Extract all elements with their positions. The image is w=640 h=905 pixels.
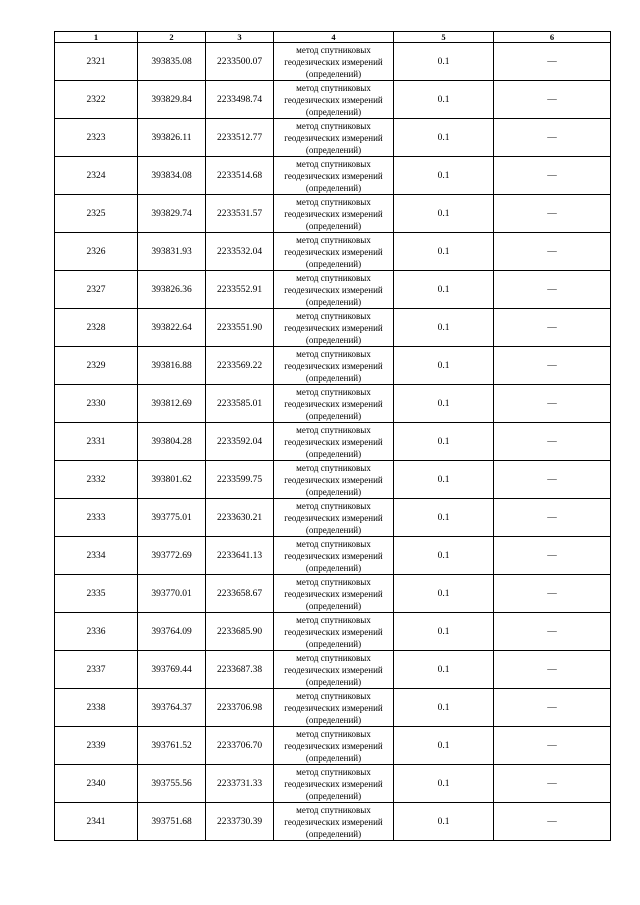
header-col-1: 1: [55, 32, 138, 43]
y-coordinate-cell: 2233687.38: [206, 651, 274, 689]
table-row: [55, 385, 611, 423]
point-number-cell: 2340: [55, 765, 138, 803]
description-cell: —: [494, 347, 611, 385]
method-cell: метод спутниковых геодезических измерений (определений): [274, 499, 394, 537]
x-coordinate-cell: 393751.68: [138, 803, 206, 841]
method-cell: метод спутниковых геодезических измерений (определений): [274, 81, 394, 119]
method-cell: метод спутниковых геодезических измерений (определений): [274, 803, 394, 841]
description-cell: —: [494, 803, 611, 841]
point-number-cell: 2326: [55, 233, 138, 271]
x-coordinate-cell: 393822.64: [138, 309, 206, 347]
method-cell: метод спутниковых геодезических измерений (определений): [274, 157, 394, 195]
x-coordinate-cell: 393764.37: [138, 689, 206, 727]
accuracy-cell: 0.1: [394, 309, 494, 347]
accuracy-cell: 0.1: [394, 499, 494, 537]
y-coordinate-cell: 2233531.57: [206, 195, 274, 233]
method-cell: метод спутниковых геодезических измерений (определений): [274, 43, 394, 81]
header-col-6: 6: [494, 32, 611, 43]
table-row: [55, 309, 611, 347]
y-coordinate-cell: 2233685.90: [206, 613, 274, 651]
accuracy-cell: 0.1: [394, 613, 494, 651]
x-coordinate-cell: 393764.09: [138, 613, 206, 651]
x-coordinate-cell: 393775.01: [138, 499, 206, 537]
accuracy-cell: 0.1: [394, 43, 494, 81]
description-cell: —: [494, 385, 611, 423]
x-coordinate-cell: 393770.01: [138, 575, 206, 613]
y-coordinate-cell: 2233498.74: [206, 81, 274, 119]
header-col-4: 4: [274, 32, 394, 43]
method-cell: метод спутниковых геодезических измерений (определений): [274, 347, 394, 385]
description-cell: —: [494, 271, 611, 309]
y-coordinate-cell: 2233532.04: [206, 233, 274, 271]
x-coordinate-cell: 393826.11: [138, 119, 206, 157]
table-row: [55, 233, 611, 271]
method-cell: метод спутниковых геодезических измерений (определений): [274, 309, 394, 347]
y-coordinate-cell: 2233630.21: [206, 499, 274, 537]
point-number-cell: 2330: [55, 385, 138, 423]
accuracy-cell: 0.1: [394, 651, 494, 689]
method-cell: метод спутниковых геодезических измерений (определений): [274, 765, 394, 803]
point-number-cell: 2333: [55, 499, 138, 537]
point-number-cell: 2337: [55, 651, 138, 689]
point-number-cell: 2335: [55, 575, 138, 613]
description-cell: —: [494, 537, 611, 575]
point-number-cell: 2321: [55, 43, 138, 81]
accuracy-cell: 0.1: [394, 271, 494, 309]
y-coordinate-cell: 2233552.91: [206, 271, 274, 309]
y-coordinate-cell: 2233592.04: [206, 423, 274, 461]
method-cell: метод спутниковых геодезических измерений (определений): [274, 651, 394, 689]
x-coordinate-cell: 393761.52: [138, 727, 206, 765]
point-number-cell: 2336: [55, 613, 138, 651]
x-coordinate-cell: 393755.56: [138, 765, 206, 803]
y-coordinate-cell: 2233512.77: [206, 119, 274, 157]
method-cell: метод спутниковых геодезических измерений (определений): [274, 385, 394, 423]
y-coordinate-cell: 2233599.75: [206, 461, 274, 499]
y-coordinate-cell: 2233658.67: [206, 575, 274, 613]
table-row: [55, 157, 611, 195]
accuracy-cell: 0.1: [394, 423, 494, 461]
method-cell: метод спутниковых геодезических измерений (определений): [274, 119, 394, 157]
y-coordinate-cell: 2233569.22: [206, 347, 274, 385]
description-cell: —: [494, 651, 611, 689]
table-row: [55, 461, 611, 499]
description-cell: —: [494, 233, 611, 271]
table-row: [55, 765, 611, 803]
y-coordinate-cell: 2233585.01: [206, 385, 274, 423]
description-cell: —: [494, 575, 611, 613]
accuracy-cell: 0.1: [394, 461, 494, 499]
description-cell: —: [494, 613, 611, 651]
x-coordinate-cell: 393829.84: [138, 81, 206, 119]
method-cell: метод спутниковых геодезических измерений (определений): [274, 461, 394, 499]
y-coordinate-cell: 2233514.68: [206, 157, 274, 195]
table-body: [55, 43, 611, 841]
description-cell: —: [494, 461, 611, 499]
accuracy-cell: 0.1: [394, 233, 494, 271]
table-row: [55, 271, 611, 309]
table-row: [55, 43, 611, 81]
y-coordinate-cell: 2233706.70: [206, 727, 274, 765]
table-row: [55, 689, 611, 727]
point-number-cell: 2338: [55, 689, 138, 727]
description-cell: —: [494, 727, 611, 765]
header-col-5: 5: [394, 32, 494, 43]
point-number-cell: 2328: [55, 309, 138, 347]
description-cell: —: [494, 423, 611, 461]
table-row: [55, 119, 611, 157]
y-coordinate-cell: 2233706.98: [206, 689, 274, 727]
method-cell: метод спутниковых геодезических измерений (определений): [274, 233, 394, 271]
point-number-cell: 2323: [55, 119, 138, 157]
description-cell: —: [494, 765, 611, 803]
header-col-2: 2: [138, 32, 206, 43]
description-cell: —: [494, 689, 611, 727]
point-number-cell: 2327: [55, 271, 138, 309]
description-cell: —: [494, 157, 611, 195]
point-number-cell: 2322: [55, 81, 138, 119]
y-coordinate-cell: 2233730.39: [206, 803, 274, 841]
method-cell: метод спутниковых геодезических измерений (определений): [274, 195, 394, 233]
table-row: [55, 81, 611, 119]
table-row: [55, 195, 611, 233]
table-row: [55, 537, 611, 575]
accuracy-cell: 0.1: [394, 765, 494, 803]
description-cell: —: [494, 81, 611, 119]
description-cell: —: [494, 499, 611, 537]
method-cell: метод спутниковых геодезических измерений (определений): [274, 727, 394, 765]
x-coordinate-cell: 393801.62: [138, 461, 206, 499]
point-number-cell: 2331: [55, 423, 138, 461]
x-coordinate-cell: 393816.88: [138, 347, 206, 385]
accuracy-cell: 0.1: [394, 689, 494, 727]
accuracy-cell: 0.1: [394, 575, 494, 613]
table-row: [55, 651, 611, 689]
accuracy-cell: 0.1: [394, 727, 494, 765]
x-coordinate-cell: 393772.69: [138, 537, 206, 575]
x-coordinate-cell: 393834.08: [138, 157, 206, 195]
point-number-cell: 2329: [55, 347, 138, 385]
method-cell: метод спутниковых геодезических измерений (определений): [274, 271, 394, 309]
coordinates-table: [54, 31, 611, 841]
point-number-cell: 2325: [55, 195, 138, 233]
x-coordinate-cell: 393804.28: [138, 423, 206, 461]
x-coordinate-cell: 393826.36: [138, 271, 206, 309]
description-cell: —: [494, 43, 611, 81]
point-number-cell: 2332: [55, 461, 138, 499]
y-coordinate-cell: 2233731.33: [206, 765, 274, 803]
point-number-cell: 2341: [55, 803, 138, 841]
x-coordinate-cell: 393769.44: [138, 651, 206, 689]
method-cell: метод спутниковых геодезических измерений (определений): [274, 575, 394, 613]
x-coordinate-cell: 393835.08: [138, 43, 206, 81]
accuracy-cell: 0.1: [394, 385, 494, 423]
accuracy-cell: 0.1: [394, 119, 494, 157]
table-row: [55, 423, 611, 461]
point-number-cell: 2324: [55, 157, 138, 195]
method-cell: метод спутниковых геодезических измерений (определений): [274, 613, 394, 651]
accuracy-cell: 0.1: [394, 157, 494, 195]
accuracy-cell: 0.1: [394, 537, 494, 575]
description-cell: —: [494, 309, 611, 347]
y-coordinate-cell: 2233641.13: [206, 537, 274, 575]
table-row: [55, 575, 611, 613]
x-coordinate-cell: 393831.93: [138, 233, 206, 271]
method-cell: метод спутниковых геодезических измерений (определений): [274, 423, 394, 461]
description-cell: —: [494, 119, 611, 157]
accuracy-cell: 0.1: [394, 803, 494, 841]
table-row: [55, 499, 611, 537]
y-coordinate-cell: 2233551.90: [206, 309, 274, 347]
x-coordinate-cell: 393829.74: [138, 195, 206, 233]
y-coordinate-cell: 2233500.07: [206, 43, 274, 81]
accuracy-cell: 0.1: [394, 195, 494, 233]
header-row: [55, 32, 611, 43]
table-row: [55, 613, 611, 651]
table-header: [55, 32, 611, 43]
table-row: [55, 727, 611, 765]
header-col-3: 3: [206, 32, 274, 43]
accuracy-cell: 0.1: [394, 81, 494, 119]
table-row: [55, 803, 611, 841]
method-cell: метод спутниковых геодезических измерений (определений): [274, 537, 394, 575]
point-number-cell: 2339: [55, 727, 138, 765]
method-cell: метод спутниковых геодезических измерений (определений): [274, 689, 394, 727]
table-row: [55, 347, 611, 385]
x-coordinate-cell: 393812.69: [138, 385, 206, 423]
description-cell: —: [494, 195, 611, 233]
point-number-cell: 2334: [55, 537, 138, 575]
accuracy-cell: 0.1: [394, 347, 494, 385]
